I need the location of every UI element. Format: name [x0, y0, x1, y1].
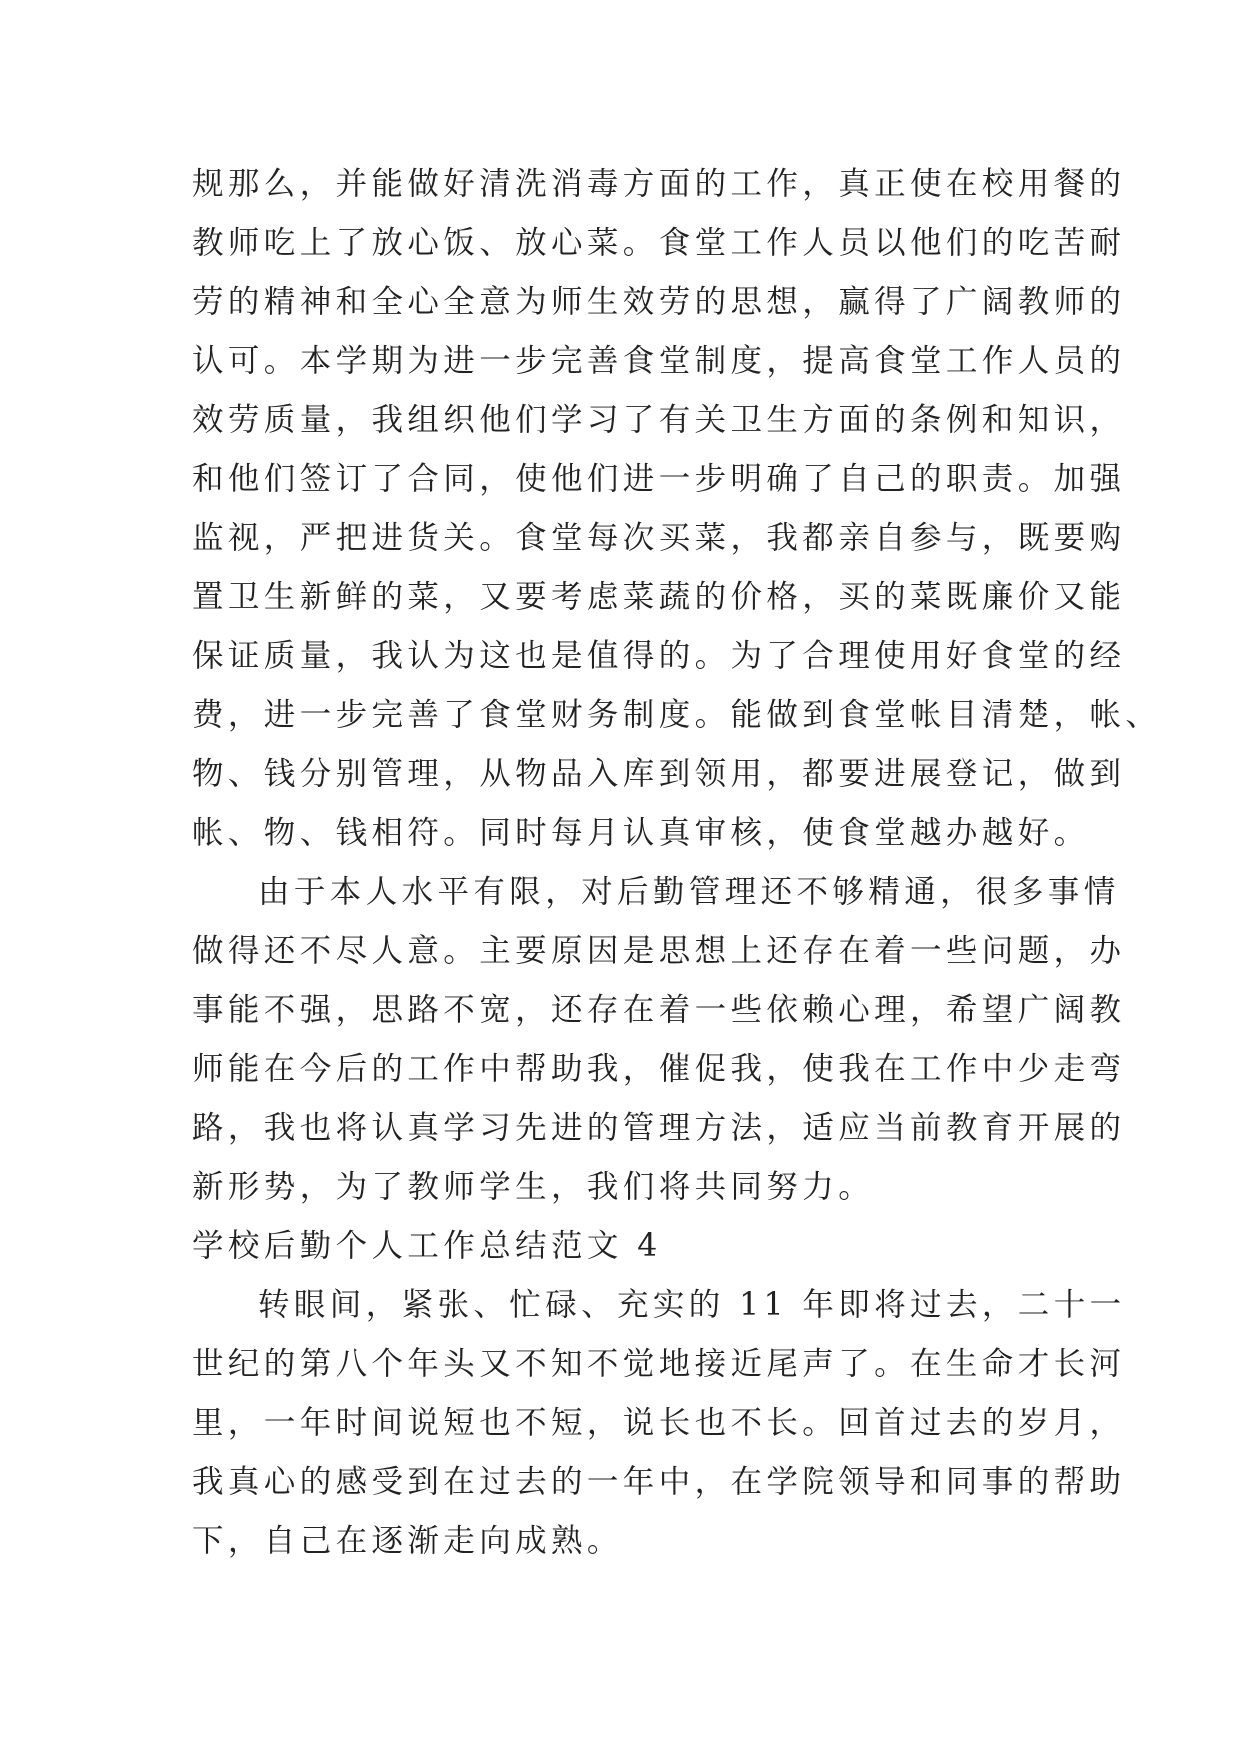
paragraph-line: 效劳质量，我组织他们学习了有关卫生方面的条例和知识，: [192, 402, 1126, 438]
paragraph-line: 做得还不尽人意。主要原因是思想上还存在着一些问题，办: [192, 933, 1126, 969]
paragraph-line: 规那么，并能做好清洗消毒方面的工作，真正使在校用餐的: [192, 166, 1126, 202]
paragraph-line: 帐、物、钱相符。同时每月认真审核，使食堂越办越好。: [192, 815, 1090, 851]
paragraph-line: 保证质量，我认为这也是值得的。为了合理使用好食堂的经: [192, 638, 1126, 674]
paragraph-line: 下，自己在逐渐走向成熟。: [192, 1523, 623, 1559]
paragraph-line: 教师吃上了放心饭、放心菜。食堂工作人员以他们的吃苦耐: [192, 225, 1126, 261]
paragraph-line: 劳的精神和全心全意为师生效劳的思想，赢得了广阔教师的: [192, 284, 1126, 320]
paragraph-line: 由于本人水平有限，对后勤管理还不够精通，很多事情: [258, 874, 1120, 910]
paragraph-line: 里，一年时间说短也不短，说长也不长。回首过去的岁月，: [192, 1405, 1126, 1441]
paragraph-line: 事能不强，思路不宽，还存在着一些依赖心理，希望广阔教: [192, 992, 1126, 1028]
paragraph-line: 和他们签订了合同，使他们进一步明确了自己的职责。加强: [192, 461, 1126, 497]
paragraph-line: 监视，严把进货关。食堂每次买菜，我都亲自参与，既要购: [192, 520, 1126, 556]
paragraph-line: 师能在今后的工作中帮助我，催促我，使我在工作中少走弯: [192, 1051, 1126, 1087]
paragraph-line: 认可。本学期为进一步完善食堂制度，提高食堂工作人员的: [192, 343, 1126, 379]
paragraph-line: 物、钱分别管理，从物品入库到领用，都要进展登记，做到: [192, 756, 1126, 792]
paragraph-line: 费，进一步完善了食堂财务制度。能做到食堂帐目清楚，帐、: [192, 697, 1162, 733]
section-heading: 学校后勤个人工作总结范文 4: [192, 1228, 662, 1264]
paragraph-line: 转眼间，紧张、忙碌、充实的 11 年即将过去，二十一: [258, 1287, 1126, 1323]
paragraph-line: 路，我也将认真学习先进的管理方法，适应当前教育开展的: [192, 1110, 1126, 1146]
paragraph-line: 置卫生新鲜的菜，又要考虑菜蔬的价格，买的菜既廉价又能: [192, 579, 1126, 615]
paragraph-line: 世纪的第八个年头又不知不觉地接近尾声了。在生命才长河: [192, 1346, 1126, 1382]
paragraph-line: 我真心的感受到在过去的一年中，在学院领导和同事的帮助: [192, 1464, 1126, 1500]
paragraph-line: 新形势，为了教师学生，我们将共同努力。: [192, 1169, 875, 1205]
